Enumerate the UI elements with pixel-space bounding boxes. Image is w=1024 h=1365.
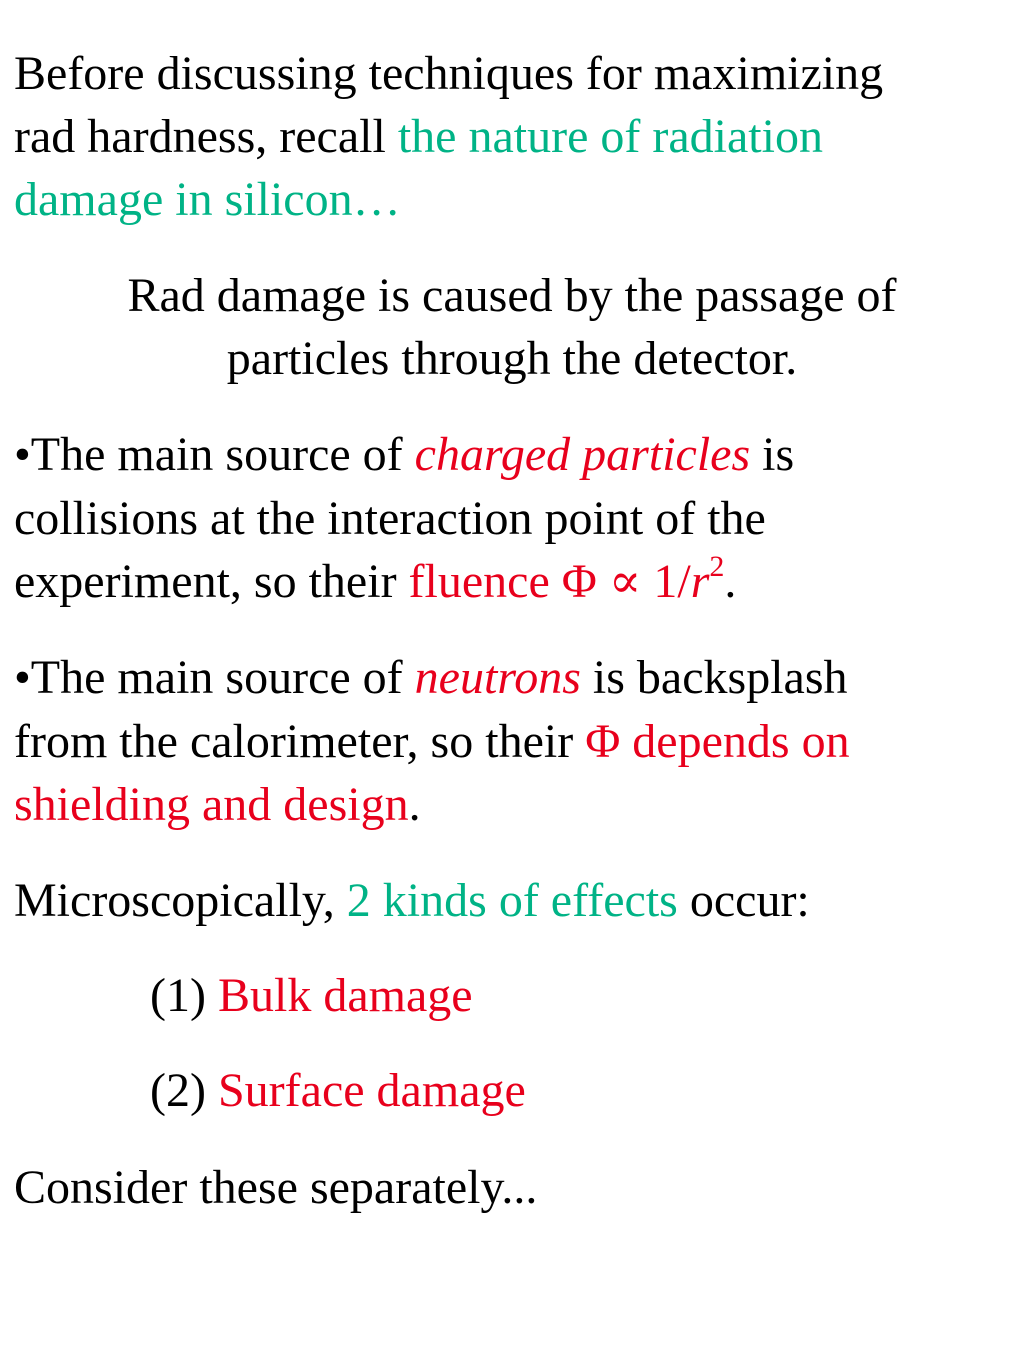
intro-text: rad hardness, recall bbox=[14, 110, 398, 163]
neutrons-text: •The main source of bbox=[14, 651, 415, 704]
cause-text: particles through the detector. bbox=[226, 332, 798, 385]
charged-text: is bbox=[750, 428, 795, 481]
charged-line-3 bbox=[14, 550, 736, 613]
cause-line-2 bbox=[14, 327, 1010, 390]
slide-content bbox=[14, 0, 1004, 1365]
charged-text: . bbox=[724, 555, 737, 608]
intro-line-3 bbox=[14, 168, 401, 231]
neutrons-line-1 bbox=[14, 646, 848, 709]
charged-text: collisions at the interaction point of the bbox=[14, 492, 766, 545]
charged-emphasis: charged particles bbox=[414, 428, 751, 481]
radius-exponent: 2 bbox=[709, 550, 725, 583]
intro-highlight: the nature of radiation bbox=[397, 110, 823, 163]
fluence-text: fluence Φ ∝ 1/ bbox=[408, 555, 691, 608]
cause-line-1 bbox=[14, 264, 1010, 327]
neutrons-line-3 bbox=[14, 773, 421, 836]
neutrons-text: from the calorimeter, so their bbox=[14, 715, 586, 768]
charged-line-1 bbox=[14, 423, 794, 486]
intro-highlight: damage in silicon… bbox=[14, 173, 401, 226]
neutrons-highlight: shielding and design bbox=[14, 778, 409, 831]
fluence-formula bbox=[408, 550, 725, 608]
closing-line bbox=[14, 1156, 537, 1219]
closing-text: Consider these separately... bbox=[14, 1161, 538, 1214]
charged-text: experiment, so their bbox=[14, 555, 409, 608]
effect-label: Surface damage bbox=[217, 1064, 526, 1117]
radius-variable: r bbox=[690, 555, 710, 608]
effects-text: Microscopically, bbox=[14, 874, 347, 927]
effect-item-bulk bbox=[150, 964, 473, 1027]
effects-highlight: 2 kinds of effects bbox=[346, 874, 678, 927]
intro-line-1 bbox=[14, 42, 883, 105]
effect-number: (2) bbox=[150, 1064, 218, 1117]
neutrons-text: . bbox=[408, 778, 421, 831]
neutrons-line-2 bbox=[14, 710, 850, 773]
cause-text: Rad damage is caused by the passage of bbox=[127, 269, 897, 322]
neutrons-highlight: Φ depends on bbox=[585, 715, 850, 768]
effect-label: Bulk damage bbox=[217, 969, 473, 1022]
neutrons-text: is backsplash bbox=[580, 651, 848, 704]
charged-text: •The main source of bbox=[14, 428, 415, 481]
effects-text: occur: bbox=[677, 874, 810, 927]
intro-line-2 bbox=[14, 105, 823, 168]
intro-text: Before discussing techniques for maximizing bbox=[14, 47, 884, 100]
neutrons-emphasis: neutrons bbox=[414, 651, 581, 704]
effect-number: (1) bbox=[150, 969, 218, 1022]
charged-line-2 bbox=[14, 487, 766, 550]
effect-item-surface bbox=[150, 1059, 526, 1122]
effects-line bbox=[14, 869, 810, 932]
